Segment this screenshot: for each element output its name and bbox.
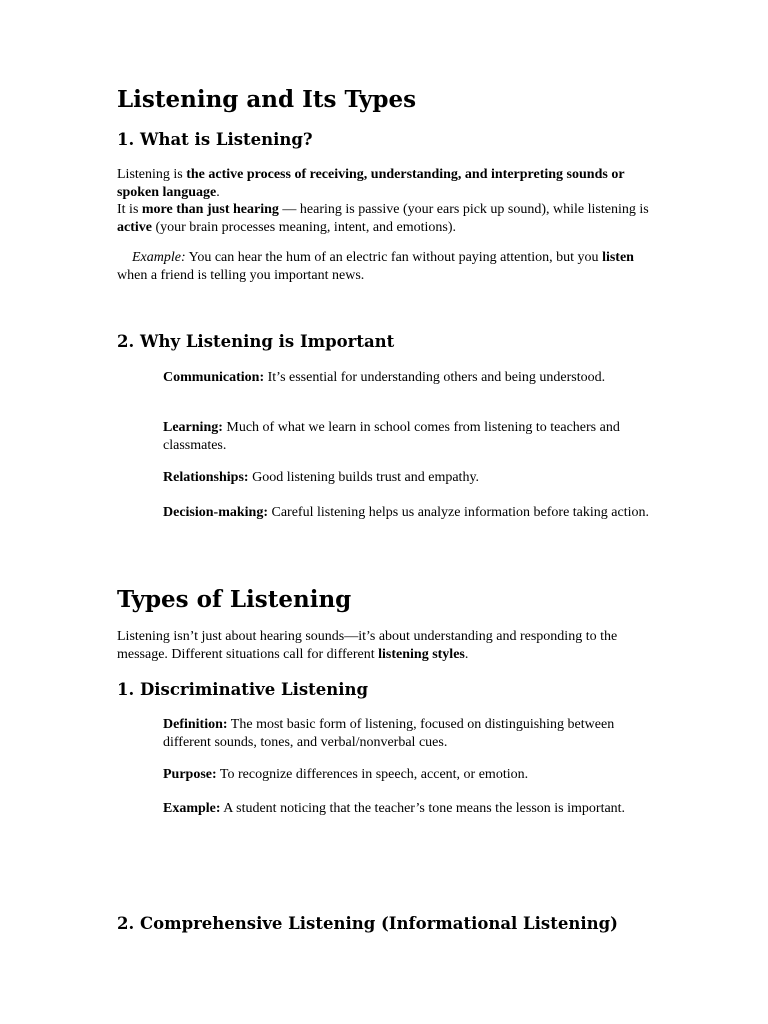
bold-run: listening styles: [378, 646, 465, 662]
text-run: It is: [117, 202, 142, 217]
item-label: Learning:: [163, 420, 223, 435]
list-item-decision-making: [163, 504, 657, 522]
item-text: A student noticing that the teacher’s tone means the lesson is important.: [220, 801, 626, 816]
heading-what-is-listening: 1. What is Listening?: [117, 130, 313, 149]
heading-why-listening-important: 2. Why Listening is Important: [117, 332, 395, 351]
bold-run: listen: [602, 250, 634, 265]
bold-run: active: [117, 219, 152, 235]
list-item-purpose: [163, 766, 657, 784]
item-label: Definition:: [163, 717, 228, 732]
item-label: Decision-making:: [163, 505, 268, 520]
list-item-communication: [163, 369, 657, 387]
bold-run: more than just hearing: [141, 202, 279, 217]
document-title: Listening and Its Types: [117, 86, 417, 113]
list-item-example: [163, 800, 657, 818]
text-run: .: [464, 646, 469, 662]
bold-run: the active process of receiving, understanding, and interpreting sounds or spoken language: [117, 167, 625, 200]
paragraph-example: [117, 249, 657, 284]
item-label: Relationships:: [163, 470, 249, 485]
text-run: .: [216, 184, 220, 200]
item-text: Careful listening helps us analyze information before taking action.: [268, 505, 649, 520]
text-run: when a friend is telling you important news.: [117, 267, 365, 283]
heading-comprehensive-listening: 2. Comprehensive Listening (Informational Listening): [117, 914, 618, 933]
paragraph-definition: [117, 166, 657, 236]
paragraph-types-intro: [117, 628, 657, 663]
list-item-definition: [163, 716, 657, 751]
item-text: The most basic form of listening, focused on distinguishing between different sounds, tones, and verbal/nonverbal cues.: [163, 717, 615, 750]
item-text: Good listening builds trust and empathy.: [248, 470, 480, 485]
heading-discriminative-listening: 1. Discriminative Listening: [117, 680, 369, 699]
heading-types-of-listening: Types of Listening: [117, 586, 352, 613]
text-run: — hearing is passive (your ears pick up sound), while listening is: [278, 202, 649, 217]
text-run: Listening is: [117, 167, 187, 182]
text-run: Listening isn’t just about hearing sounds—it’s about understanding and responding to the message. Different situations call for different: [117, 629, 618, 662]
text-run: (your brain processes meaning, intent, and emotions).: [151, 219, 457, 235]
example-label: Example:: [132, 250, 186, 265]
item-label: Example:: [163, 801, 221, 816]
item-label: Purpose:: [163, 767, 217, 782]
item-text: Much of what we learn in school comes from listening to teachers and classmates.: [163, 420, 620, 453]
item-label: Communication:: [163, 370, 265, 385]
list-item-learning: [163, 419, 657, 454]
item-text: To recognize differences in speech, accent, or emotion.: [216, 767, 529, 782]
item-text: It’s essential for understanding others and being understood.: [264, 370, 606, 385]
text-run: You can hear the hum of an electric fan without paying attention, but you: [185, 250, 603, 265]
list-item-relationships: [163, 469, 657, 487]
